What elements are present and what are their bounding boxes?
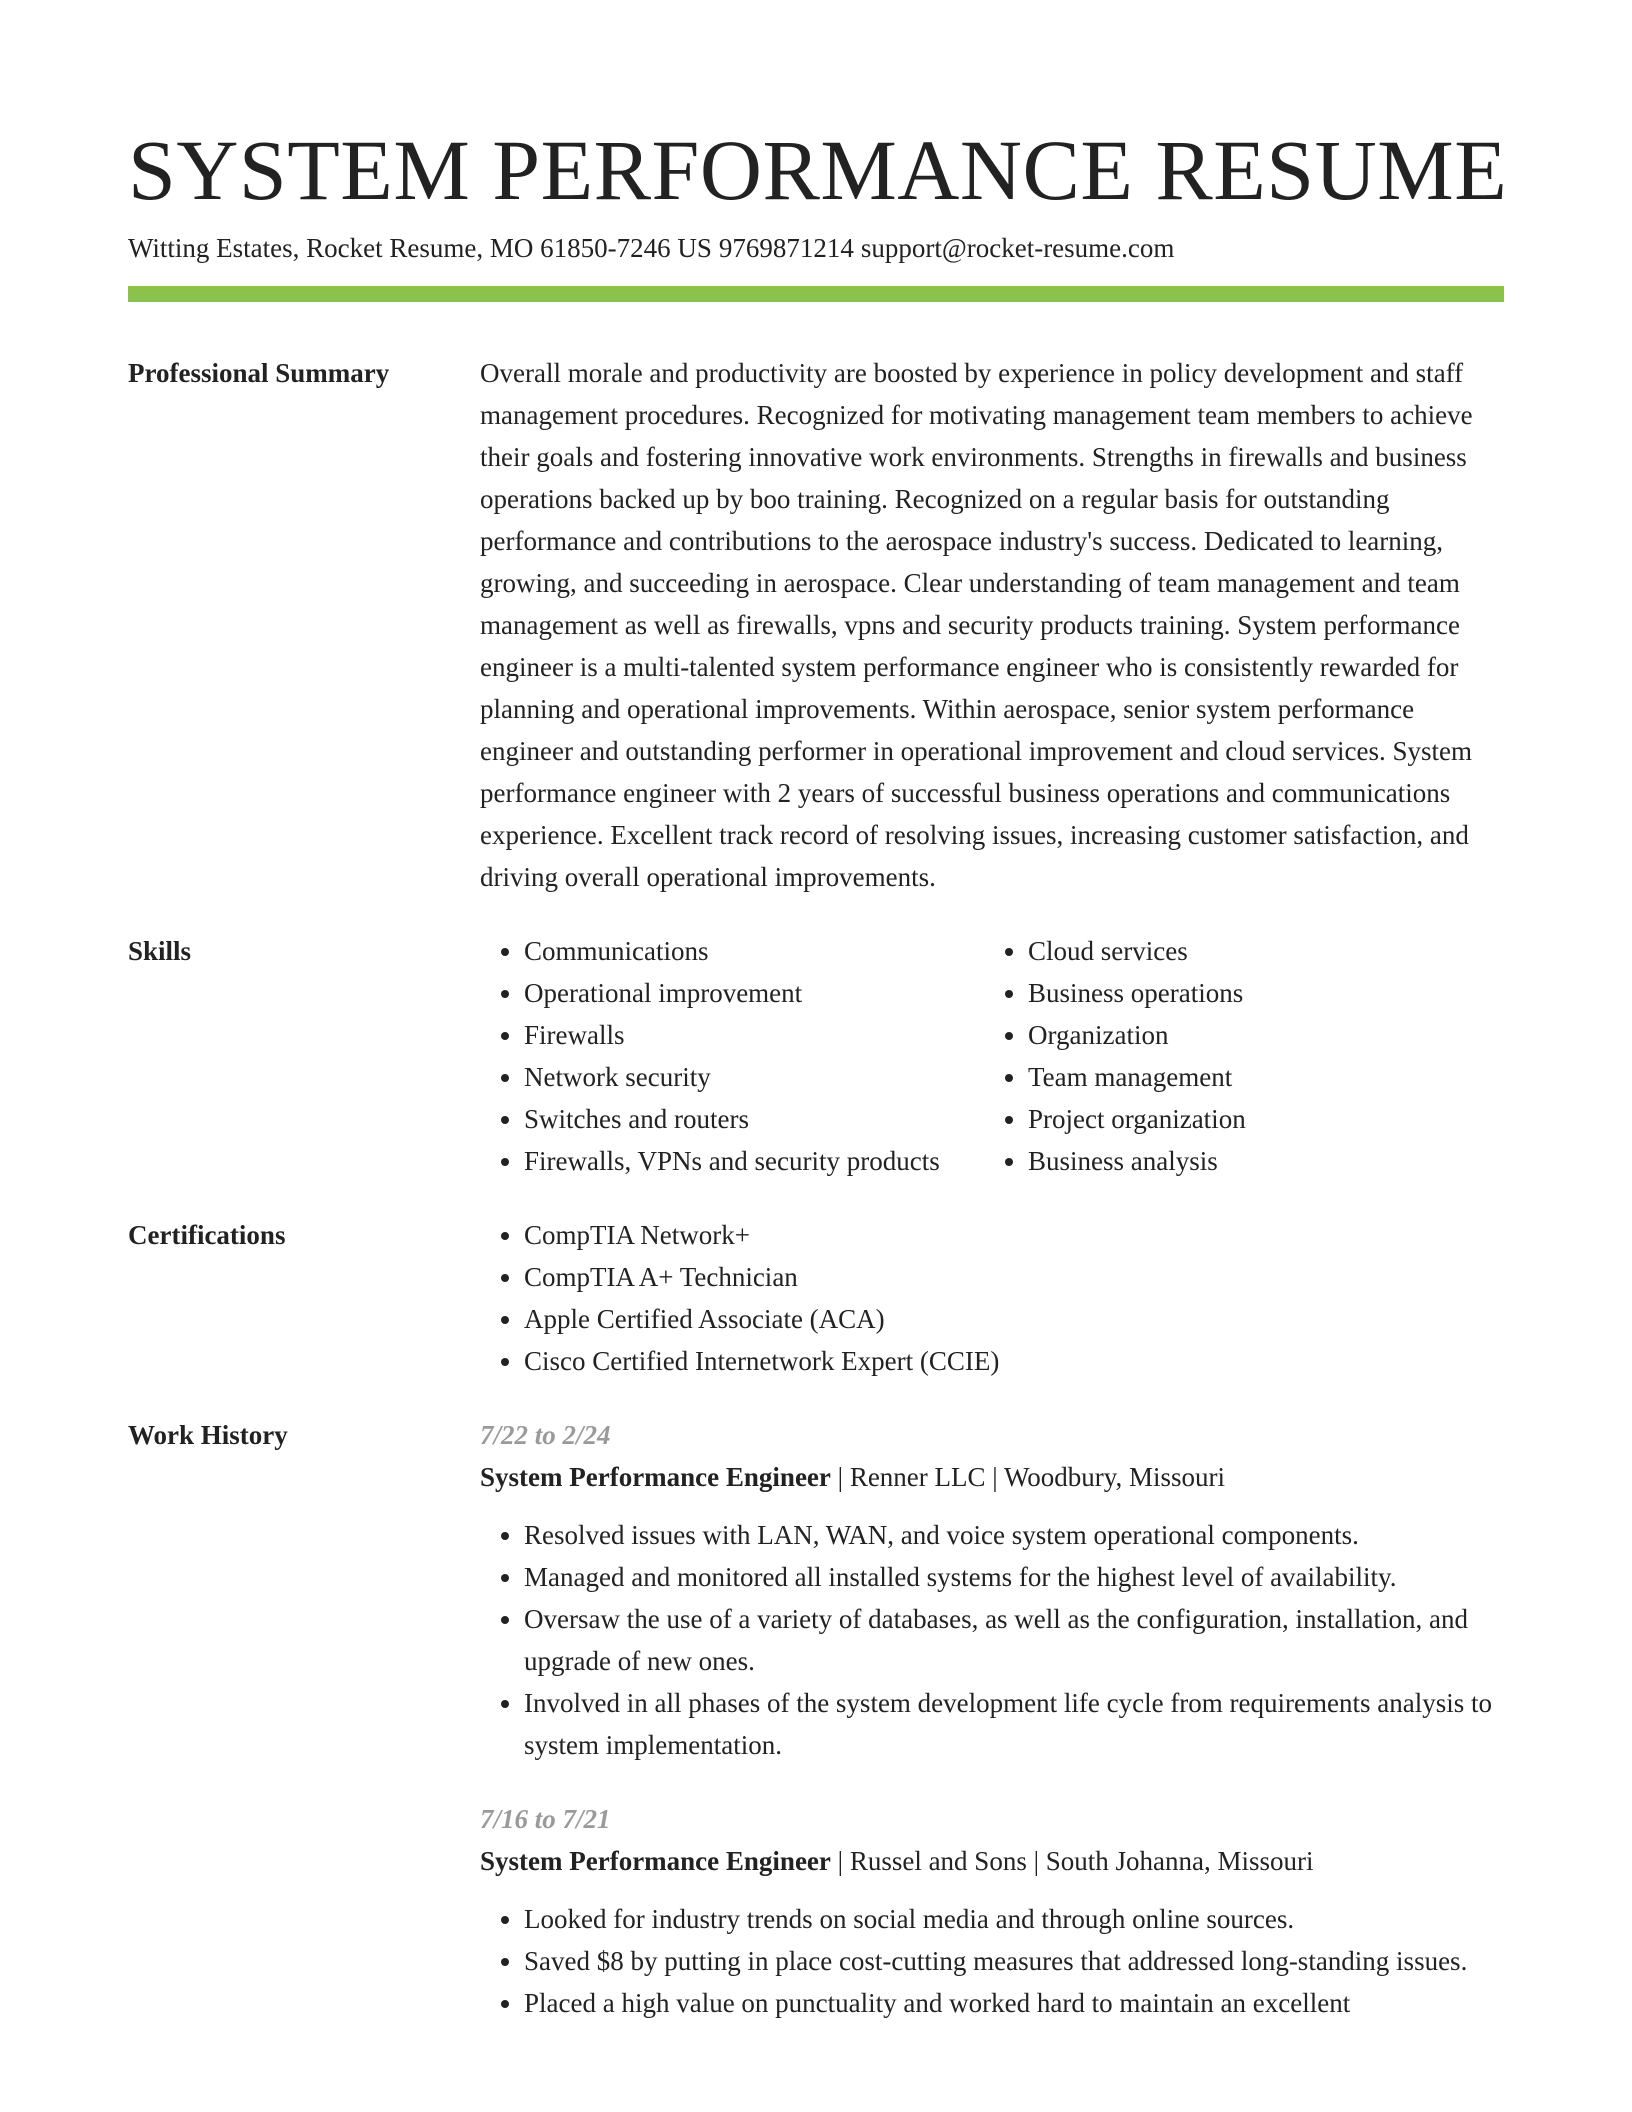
- skill-item: • Business analysis: [1028, 1140, 1504, 1182]
- job-bullet: • Managed and monitored all installed systems for the highest level of availability.: [524, 1556, 1504, 1598]
- job-bullet: • Resolved issues with LAN, WAN, and voice system operational components.: [524, 1514, 1504, 1556]
- job-date: 7/22 to 2/24: [480, 1420, 611, 1450]
- job-bullet: • Involved in all phases of the system development life cycle from requirements analysis to system implementation.: [524, 1682, 1504, 1766]
- certification-item: • Cisco Certified Internetwork Expert (CCIE): [524, 1340, 1504, 1382]
- skills-section: [128, 930, 1504, 1182]
- skills-body: [480, 930, 1504, 1182]
- job-bullet: • Looked for industry trends on social media and through online sources.: [524, 1898, 1504, 1940]
- header-divider: [128, 286, 1504, 302]
- job-bullet: • Oversaw the use of a variety of databases, as well as the configuration, installation, and upgrade of new ones.: [524, 1598, 1504, 1682]
- job-date: 7/16 to 7/21: [480, 1804, 611, 1834]
- skill-item: • Firewalls, VPNs and security products: [524, 1140, 984, 1182]
- job-title: System Performance Engineer: [480, 1846, 831, 1876]
- certification-item: • CompTIA A+ Technician: [524, 1256, 1504, 1298]
- job-company: Renner LLC: [849, 1462, 986, 1492]
- job-location: South Johanna, Missouri: [1045, 1846, 1314, 1876]
- job-heading: System Performance Engineer | Russel and Sons | South Johanna, Missouri: [480, 1846, 1314, 1876]
- contact-email: support@rocket-resume.com: [860, 233, 1175, 263]
- job-title: System Performance Engineer: [480, 1462, 831, 1492]
- job-entry: [480, 1798, 1504, 2024]
- skill-item: • Operational improvement: [524, 972, 984, 1014]
- job-bullet: • Placed a high value on punctuality and worked hard to maintain an excellent: [524, 1982, 1504, 2024]
- job-company: Russel and Sons: [849, 1846, 1027, 1876]
- skill-item: • Team management: [1028, 1056, 1504, 1098]
- certifications-section: [128, 1214, 1504, 1382]
- certification-item: • CompTIA Network+: [524, 1214, 1504, 1256]
- skills-title: Skills: [128, 936, 192, 966]
- skill-item: • Business operations: [1028, 972, 1504, 1014]
- skill-item: • Firewalls: [524, 1014, 984, 1056]
- job-location: Woodbury, Missouri: [1003, 1462, 1226, 1492]
- job-bullets: [480, 1514, 1504, 1766]
- job-heading: System Performance Engineer | Renner LLC | Woodbury, Missouri: [480, 1462, 1226, 1492]
- certifications-body: [480, 1214, 1504, 1382]
- job-entry: [480, 1414, 1504, 1766]
- skill-item: • Switches and routers: [524, 1098, 984, 1140]
- summary-title: Professional Summary: [128, 358, 390, 388]
- work-history-section: [128, 1414, 1504, 2024]
- summary-text: Overall morale and productivity are boosted by experience in policy development and staff management procedures. Recognized for motivating management team members to achieve their goals and fostering innovative work environments. Strengths in firewalls and business operations backed up by boo training. Recognized on a regular basis for outstanding performance and contributions to the aerospace industry's success. Dedicated to learning, growing, and succeeding in aerospace. Clear understanding of team management and team management as well as firewalls, vpns and security products training. System performance engineer is a multi-talented system performance engineer who is consistently rewarded for planning and operational improvements. Within aerospace, senior system performance engineer and outstanding performer in operational improvement and cloud services. System performance engineer with 2 years of successful business operations and communications experience. Excellent track record of resolving issues, increasing customer satisfaction, and driving overall operational improvements.: [480, 358, 1473, 892]
- job-bullet: • Saved $8 by putting in place cost-cutting measures that addressed long-standing issues.: [524, 1940, 1504, 1982]
- skill-item: • Cloud services: [1028, 930, 1504, 972]
- resume-page: [128, 118, 1508, 2024]
- certification-item: • Apple Certified Associate (ACA): [524, 1298, 1504, 1340]
- skill-item: • Organization: [1028, 1014, 1504, 1056]
- work-history-title: Work History: [128, 1420, 288, 1450]
- job-bullets: [480, 1898, 1504, 2024]
- certifications-list: [480, 1214, 1504, 1382]
- skill-item: • Communications: [524, 930, 984, 972]
- resume-name: SYSTEM PERFORMANCE RESUME: [128, 122, 1508, 218]
- skill-item: • Network security: [524, 1056, 984, 1098]
- contact-line: [128, 230, 1504, 266]
- summary-body: [480, 352, 1504, 898]
- contact-address: Witting Estates, Rocket Resume, MO 61850-7246 US: [128, 233, 712, 263]
- skill-item: • Project organization: [1028, 1098, 1504, 1140]
- certifications-title: Certifications: [128, 1220, 286, 1250]
- summary-section: [128, 352, 1504, 898]
- contact-phone: 9769871214: [718, 233, 854, 263]
- skills-column-1: [480, 930, 984, 1182]
- skills-column-2: [984, 930, 1504, 1182]
- work-history-body: [480, 1414, 1504, 2024]
